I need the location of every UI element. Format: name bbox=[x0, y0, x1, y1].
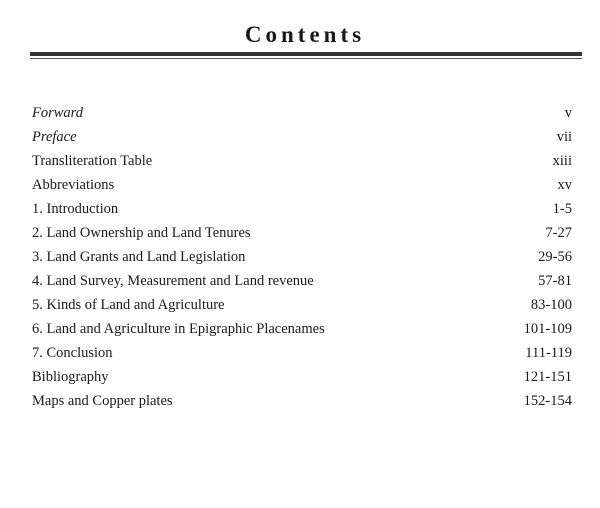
contents-entry bbox=[32, 367, 572, 391]
entry-title: Forward bbox=[32, 105, 84, 121]
entry-page: 29-56 bbox=[538, 249, 572, 265]
contents-entry bbox=[32, 343, 572, 367]
entry-page: vii bbox=[556, 129, 572, 145]
entry-title: Transliteration Table bbox=[32, 153, 153, 169]
page-title: Contents bbox=[244, 22, 366, 47]
title-rule-thin bbox=[30, 58, 582, 59]
contents-entry bbox=[32, 127, 572, 151]
entry-page: v bbox=[564, 105, 572, 121]
contents-entry bbox=[32, 151, 572, 175]
contents-entry bbox=[32, 223, 572, 247]
contents-entry bbox=[32, 295, 572, 319]
title-rule-thick bbox=[30, 52, 582, 56]
entry-title: Preface bbox=[32, 129, 77, 145]
entry-title: 5. Kinds of Land and Agriculture bbox=[32, 297, 225, 313]
contents-entry bbox=[32, 247, 572, 271]
entry-page: 83-100 bbox=[530, 297, 572, 313]
entry-page: 101-109 bbox=[523, 321, 572, 337]
entry-page: 7-27 bbox=[545, 225, 572, 241]
entry-title: 1. Introduction bbox=[32, 201, 119, 217]
entry-title: 2. Land Ownership and Land Tenures bbox=[32, 225, 251, 241]
entry-title: 4. Land Survey, Measurement and Land revenue bbox=[32, 273, 314, 289]
entry-page: xv bbox=[557, 177, 572, 193]
entry-title: Maps and Copper plates bbox=[32, 393, 173, 409]
entry-page: 121-151 bbox=[523, 369, 572, 385]
entry-title: 7. Conclusion bbox=[32, 345, 113, 361]
entry-page: xiii bbox=[552, 153, 572, 169]
entry-title: Bibliography bbox=[32, 369, 109, 385]
entry-page: 111-119 bbox=[525, 345, 572, 361]
entry-title: Abbreviations bbox=[32, 177, 115, 193]
entry-title: 6. Land and Agriculture in Epigraphic Placenames bbox=[32, 321, 325, 337]
contents-entry bbox=[32, 199, 572, 223]
entry-page: 57-81 bbox=[538, 273, 572, 289]
contents-entry bbox=[32, 271, 572, 295]
contents-entry bbox=[32, 175, 572, 199]
contents-entry bbox=[32, 391, 572, 415]
entry-page: 152-154 bbox=[523, 393, 572, 409]
entry-page: 1-5 bbox=[552, 201, 572, 217]
contents-list bbox=[32, 103, 572, 415]
contents-entry bbox=[32, 103, 572, 127]
entry-title: 3. Land Grants and Land Legislation bbox=[32, 249, 246, 265]
contents-entry bbox=[32, 319, 572, 343]
